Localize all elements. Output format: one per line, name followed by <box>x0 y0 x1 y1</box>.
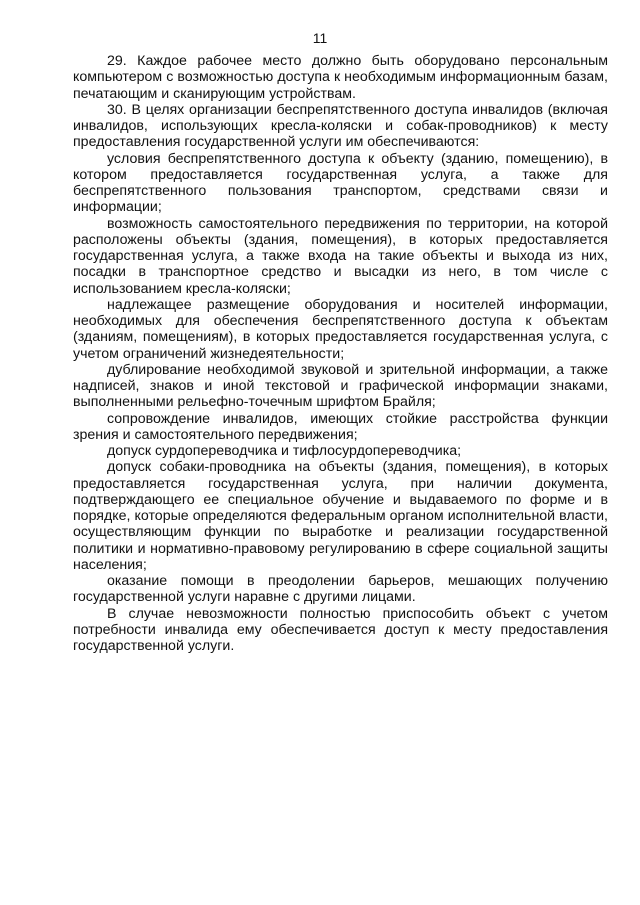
list-item-access-conditions: условия беспрепятственного доступа к объекту (зданию, помещению), в котором предоставляется государственная услуга, а также для беспрепятственного пользования транспортом, средствами связи и информации; <box>73 150 608 216</box>
paragraph-30-accessibility: 30. В целях организации беспрепятственного доступа инвалидов (включая инвалидов, использующих кресла-коляски и собак-проводников) к месту предоставления государственной услуги им обеспечиваются: <box>73 101 608 151</box>
list-item-information-duplication: дублирование необходимой звуковой и зрительной информации, а также надписей, знаков и иной текстовой и графической информации знаками, выполненными рельефно-точечным шрифтом Брайля; <box>73 361 608 411</box>
list-item-guide-dog-admission: допуск собаки-проводника на объекты (здания, помещения), в которых предоставляется государственная услуга, при наличии документа, подтверждающего ее специальное обучение и выдаваемого по форме и в порядке, которые определяются федеральным органом исполнительной власти, осуществляющим функции по выработке и реализации государственной политики и нормативно-правовому регулированию в сфере социальной защиты населения; <box>73 459 608 573</box>
list-item-independent-movement: возможность самостоятельного передвижения по территории, на которой расположены объекты (здания, помещения), в которых предоставляется государственная услуга, а также входа на такие объекты и выхода из них, посадки в транспортное средство и высадки из него, в том числе с использованием кресла-коляски; <box>73 215 608 297</box>
list-item-equipment-placement: надлежащее размещение оборудования и носителей информации, необходимых для обеспечения беспрепятственного доступа к объектам (зданиям, помещениям), в которых предоставляется государственная услуга, с учетом ограничений жизнедеятельности; <box>73 296 608 362</box>
list-item-barrier-assistance: оказание помощи в преодолении барьеров, мешающих получению государственной услуги наравне с другими лицами. <box>73 573 608 606</box>
list-item-escort: сопровождение инвалидов, имеющих стойкие расстройства функции зрения и самостоятельного передвижения; <box>73 410 608 443</box>
list-item-interpreter-admission: допуск сурдопереводчика и тифлосурдопереводчика; <box>107 443 462 459</box>
paragraph-29-workplace: 29. Каждое рабочее место должно быть оборудовано персональным компьютером с возможностью доступа к необходимым информационным базам, печатающим и сканирующим устройствам. <box>73 53 608 102</box>
page-number: 11 <box>312 30 328 46</box>
document-body <box>73 53 608 654</box>
paragraph-impossibility-clause: В случае невозможности полностью приспособить объект с учетом потребности инвалида ему обеспечивается доступ к месту предоставления государственной услуги. <box>73 605 608 654</box>
